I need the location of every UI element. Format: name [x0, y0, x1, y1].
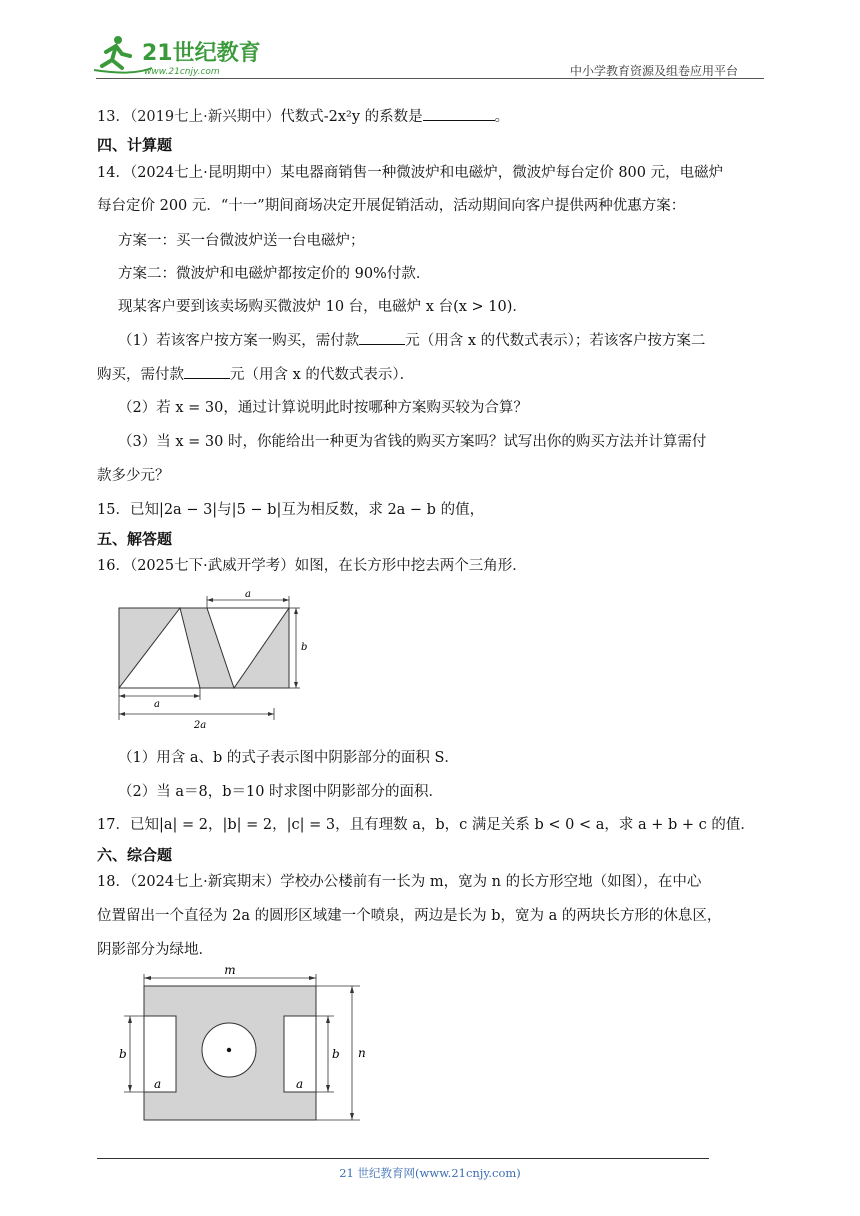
label-n: n	[358, 1046, 366, 1060]
section-6-heading: 六、综合题	[97, 846, 173, 864]
q18-line2: 位置留出一个直径为 2a 的圆形区域建一个喷泉，两边是长为 b，宽为 a 的两块长方形的休息区，	[97, 908, 722, 924]
q13-number: 13．	[97, 109, 130, 125]
label-m: m	[224, 963, 236, 977]
header-title: 中小学教育资源及组卷应用平台	[570, 64, 739, 78]
label-a-left: a	[154, 1077, 162, 1091]
logo	[92, 30, 262, 80]
rectangle-triangles-figure	[112, 590, 312, 730]
label-a-bottom: a	[154, 699, 160, 710]
q14-sub1-d: 元（用含 x 的代数式表示）．	[230, 367, 415, 383]
logo-text: 21世纪教育	[142, 41, 261, 66]
question-17: 17．已知|a| = 2，|b| = 2，|c| = 3，且有理数 a，b，c 满足关系 b < 0 < a，求 a + b + c 的值．	[97, 817, 755, 833]
label-b: b	[301, 642, 308, 653]
question-13	[97, 106, 509, 127]
q14-plan2: 方案二：微波炉和电磁炉都按定价的 90%付款．	[118, 266, 431, 282]
q14-line5: 现某客户要到该卖场购买微波炉 10 台，电磁炉 x 台(x > 10)．	[118, 299, 527, 315]
q14-line1: 14．（2024七上·昆明期中）某电器商销售一种微波炉和电磁炉，微波炉每台定价 800 元，电磁炉	[97, 165, 724, 181]
question-15: 15．已知|2a − 3|与|5 − b|互为相反数，求 2a − b 的值，	[97, 502, 485, 518]
q14-sub3-a: （3）当 x = 30 时，你能给出一种更为省钱的购买方案吗？试写出你的购买方法并计算需付	[118, 434, 707, 450]
section-5-heading: 五、解答题	[97, 530, 173, 548]
q16-line1: 16．（2025七下·武威开学考）如图，在长方形中挖去两个三角形．	[97, 558, 527, 574]
q13-answer-blank[interactable]	[423, 106, 495, 121]
q14-sub1-cont	[97, 364, 414, 385]
label-b-left: b	[119, 1047, 127, 1061]
label-a-right: a	[296, 1077, 304, 1091]
q14-sub1-b: 元（用含 x 的代数式表示）；若该客户按方案二	[405, 333, 706, 349]
footer-link[interactable]: 21 世纪教育网(www.21cnjy.com)	[339, 1166, 521, 1180]
q13-tail: 。	[494, 109, 510, 125]
q13-text: 代数式-2x²y 的系数是	[280, 109, 423, 125]
q14-blank-1[interactable]	[359, 330, 405, 345]
q14-blank-2[interactable]	[184, 364, 230, 379]
q14-sub2: （2）若 x = 30，通过计算说明此时按哪种方案购买较为合算？	[118, 400, 528, 416]
label-2a: 2a	[193, 720, 207, 730]
q18-line1: 18．（2024七上·新宾期末）学校办公楼前有一长为 m，宽为 n 的长方形空地（如图），在中心	[97, 874, 702, 890]
schoolyard-figure	[116, 962, 376, 1126]
section-4-heading: 四、计算题	[97, 136, 173, 154]
footer-divider	[97, 1158, 709, 1159]
label-a-top: a	[245, 590, 251, 600]
q14-line2: 每台定价 200 元．“十一”期间商场决定开展促销活动，活动期间向客户提供两种优惠方案：	[97, 198, 686, 214]
q18-line3: 阴影部分为绿地．	[97, 942, 213, 958]
q14-sub1-c: 购买，需付款	[97, 367, 184, 383]
q14-sub1-a: （1）若该客户按方案一购买，需付款	[118, 333, 360, 349]
q14-sub3-b: 款多少元？	[97, 468, 170, 484]
q14-sub1	[118, 330, 705, 351]
q16-sub1: （1）用含 a、b 的式子表示图中阴影部分的面积 S．	[118, 750, 459, 766]
logo-url: www.21cnjy.com	[144, 67, 220, 77]
q14-plan1: 方案一：买一台微波炉送一台电磁炉；	[118, 233, 365, 249]
q16-sub2: （2）当 a＝8，b＝10 时求图中阴影部分的面积．	[118, 784, 444, 800]
label-b-right: b	[332, 1047, 340, 1061]
fountain-center	[227, 1048, 231, 1052]
q13-source: （2019七上·新兴期中）	[129, 109, 281, 125]
header-divider	[96, 78, 764, 79]
